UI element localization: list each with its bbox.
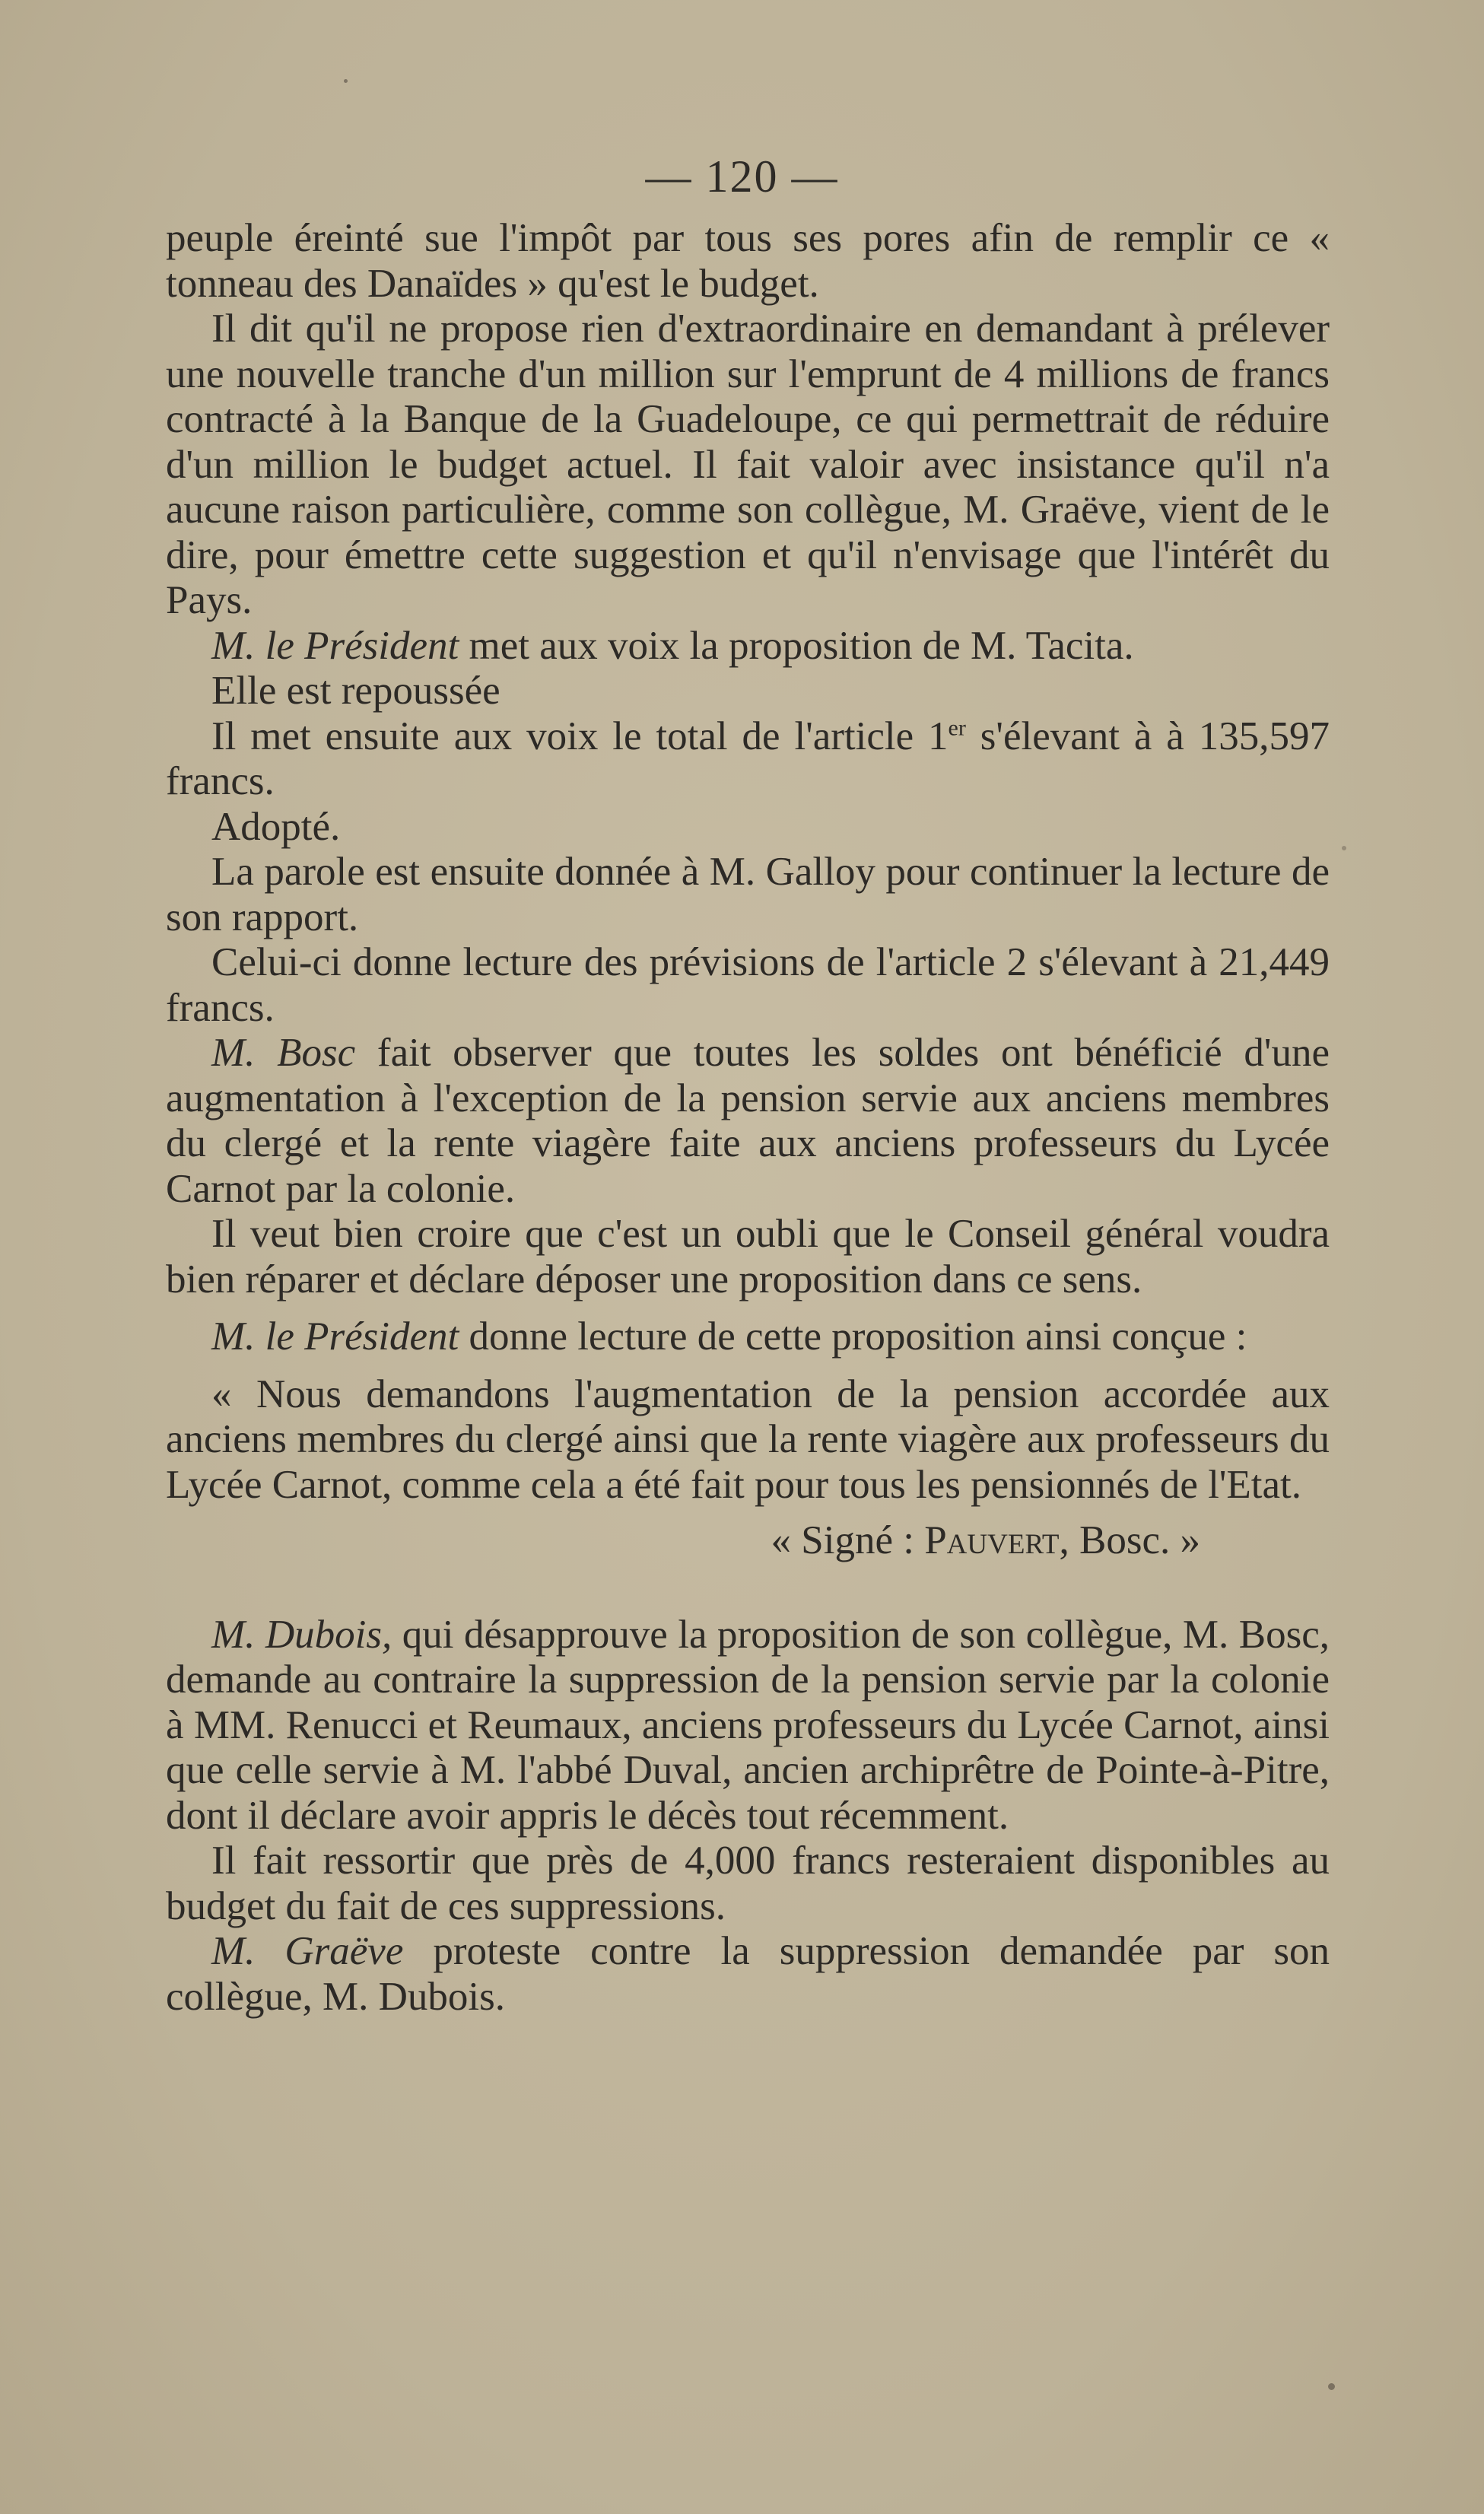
paragraph-16: M. Graëve proteste contre la suppression demandée par son collègue, M. Dubois. (166, 1929, 1330, 2019)
paragraph-14: M. Dubois, qui désapprouve la proposition de son collègue, M. Bosc, demande au contraire la suppression de la pension servie par la colonie à MM. Renucci et Reumaux, anciens professeurs du Lycée Carnot, ainsi que celle servie à M. l'abbé Duval, ancien archiprêtre de Pointe-à-Pitre, dont il déclare avoir appris le décès tout récemment. (166, 1612, 1330, 1838)
speaker-name: M. Graëve (211, 1929, 404, 1973)
paragraph-1: peuple éreinté sue l'impôt par tous ses pores afin de remplir ce « tonneau des Danaïdes » qu'est le budget. (166, 216, 1330, 306)
paragraph-11: M. le Président donne lecture de cette proposition ainsi conçue : (211, 1314, 1247, 1359)
speaker-name: M. le Président (211, 1314, 459, 1359)
paragraph-8: Celui-ci donne lecture des prévisions de l'article 2 s'élevant à 21,449 francs. (166, 940, 1330, 1030)
paragraph-7: La parole est ensuite donnée à M. Galloy pour continuer la lecture de son rapport. (166, 850, 1330, 939)
speaker-name: M. Dubois, (211, 1612, 392, 1657)
paragraph-6: Adopté. (211, 804, 341, 849)
paragraph-9: M. Bosc fait observer que toutes les soldes ont bénéficié d'une augmentation à l'exception de la pension servie aux anciens membres du clergé et la rente viagère faite aux anciens professeurs du Lycée Carnot par la colonie. (166, 1031, 1330, 1211)
paper-speck (344, 79, 348, 83)
signature-line: « Signé : Pauvert, Bosc. » (771, 1518, 1200, 1562)
body-text (166, 216, 1330, 2020)
paragraph-15: Il fait ressortir que près de 4,000 francs resteraient disponibles au budget du fait de ces suppressions. (166, 1839, 1330, 1928)
paragraph-10: Il veut bien croire que c'est un oubli que le Conseil général voudra bien réparer et déclare déposer une proposition dans ce sens. (166, 1212, 1330, 1301)
paragraph-2: Il dit qu'il ne propose rien d'extraordinaire en demandant à prélever une nouvelle tranche d'un million sur l'emprunt de 4 millions de francs contracté à la Banque de la Guadeloupe, ce qui permettrait de réduire d'un million le budget actuel. Il fait valoir avec insistance qu'il n'a aucune raison particulière, comme son collègue, M. Graëve, vient de le dire, pour émettre cette suggestion et qu'il n'envisage que l'intérêt du Pays. (166, 307, 1330, 622)
paragraph-4: Elle est repoussée (211, 669, 500, 713)
paper-speck (1342, 846, 1346, 850)
page-number: — 120 — (645, 151, 839, 202)
quoted-proposition: « Nous demandons l'augmentation de la pension accordée aux anciens membres du clergé ainsi que la rente viagère aux professeurs du Lycée Carnot, comme cela a été fait pour tous les pensionnés de l'Etat. (166, 1371, 1330, 1507)
speaker-name: M. Bosc (211, 1031, 356, 1075)
paper-speck (1328, 2383, 1335, 2390)
paragraph-3: M. le Président met aux voix la proposition de M. Tacita. (211, 623, 1134, 668)
speaker-name: M. le Président (211, 623, 459, 668)
paragraph-5: Il met ensuite aux voix le total de l'article 1er s'élevant à à 135,597 francs. (166, 714, 1330, 803)
